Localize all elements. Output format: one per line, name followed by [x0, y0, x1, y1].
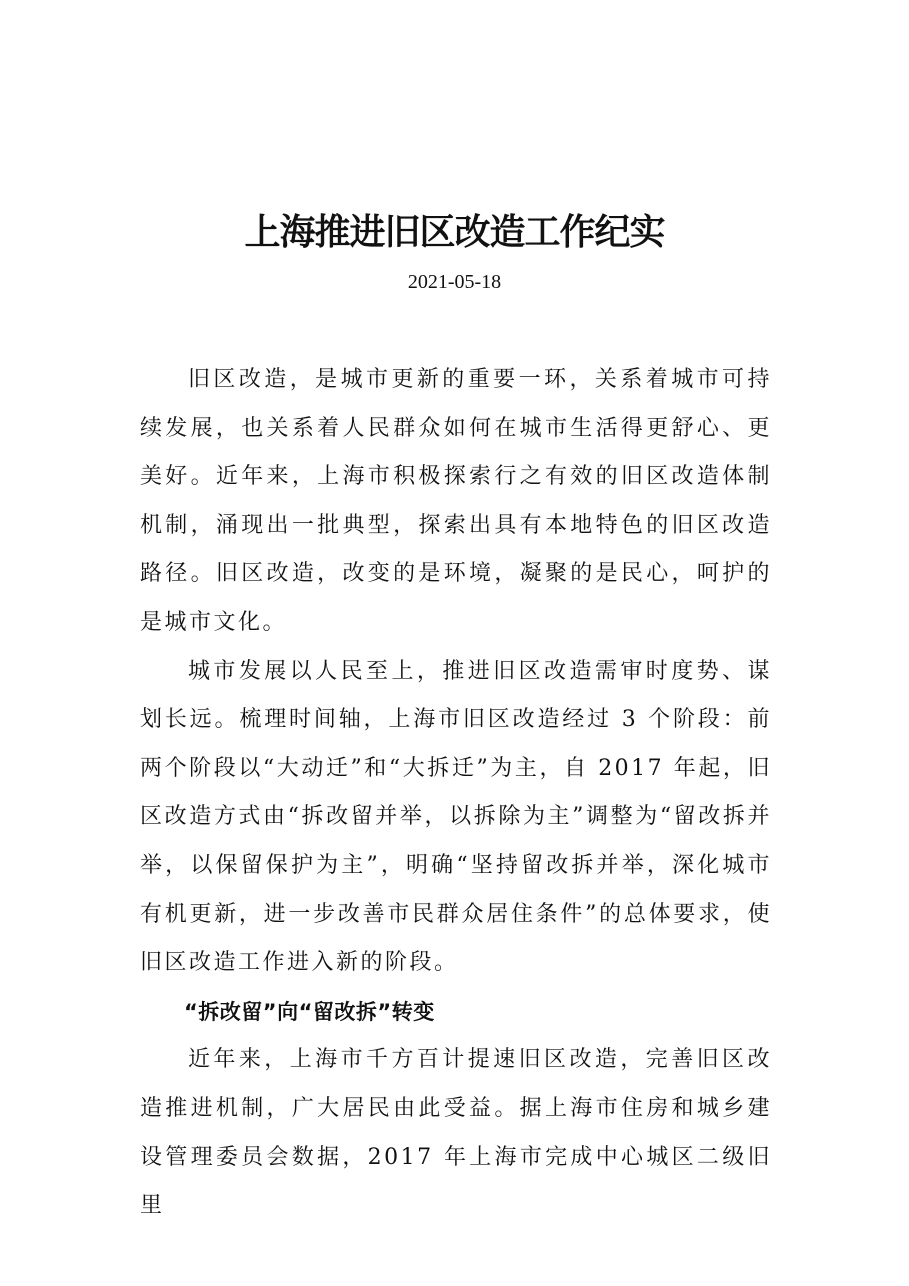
article-body — [140, 356, 772, 1231]
publish-date: 2021-05-18 — [407, 271, 502, 293]
section-heading: “拆改留”向“留改拆”转变 — [184, 999, 435, 1024]
paragraph-intro: 旧区改造，是城市更新的重要一环，关系着城市可持续发展，也关系着人民群众如何在城市生活得更舒心、更美好。近年来，上海市积极探索行之有效的旧区改造体制机制，涌现出一批典型，探索出具有本地特色的旧区改造路径。旧区改造，改变的是环境，凝聚的是民心，呵护的是城市文化。 — [140, 367, 772, 635]
paragraph-stages: 城市发展以人民至上，推进旧区改造需审时度势、谋划长远。梳理时间轴，上海市旧区改造经过 3 个阶段：前两个阶段以“大动迁”和“大拆迁”为主，自 2017 年起，旧区改造方式由“拆改留并举，以拆除为主”调整为“留改拆并举，以保留保护为主”，明确“坚持留改拆并举，深化城市有机更新，进一步改善市民群众居住条件”的总体要求，使旧区改造工作进入新的阶段。 — [140, 658, 772, 976]
paragraph-section: 近年来，上海市千方百计提速旧区改造，完善旧区改造推进机制，广大居民由此受益。据上海市住房和城乡建设管理委员会数据，2017 年上海市完成中心城区二级旧里 — [140, 1047, 772, 1219]
document-title: 上海推进旧区改造工作纪实 — [244, 212, 665, 253]
